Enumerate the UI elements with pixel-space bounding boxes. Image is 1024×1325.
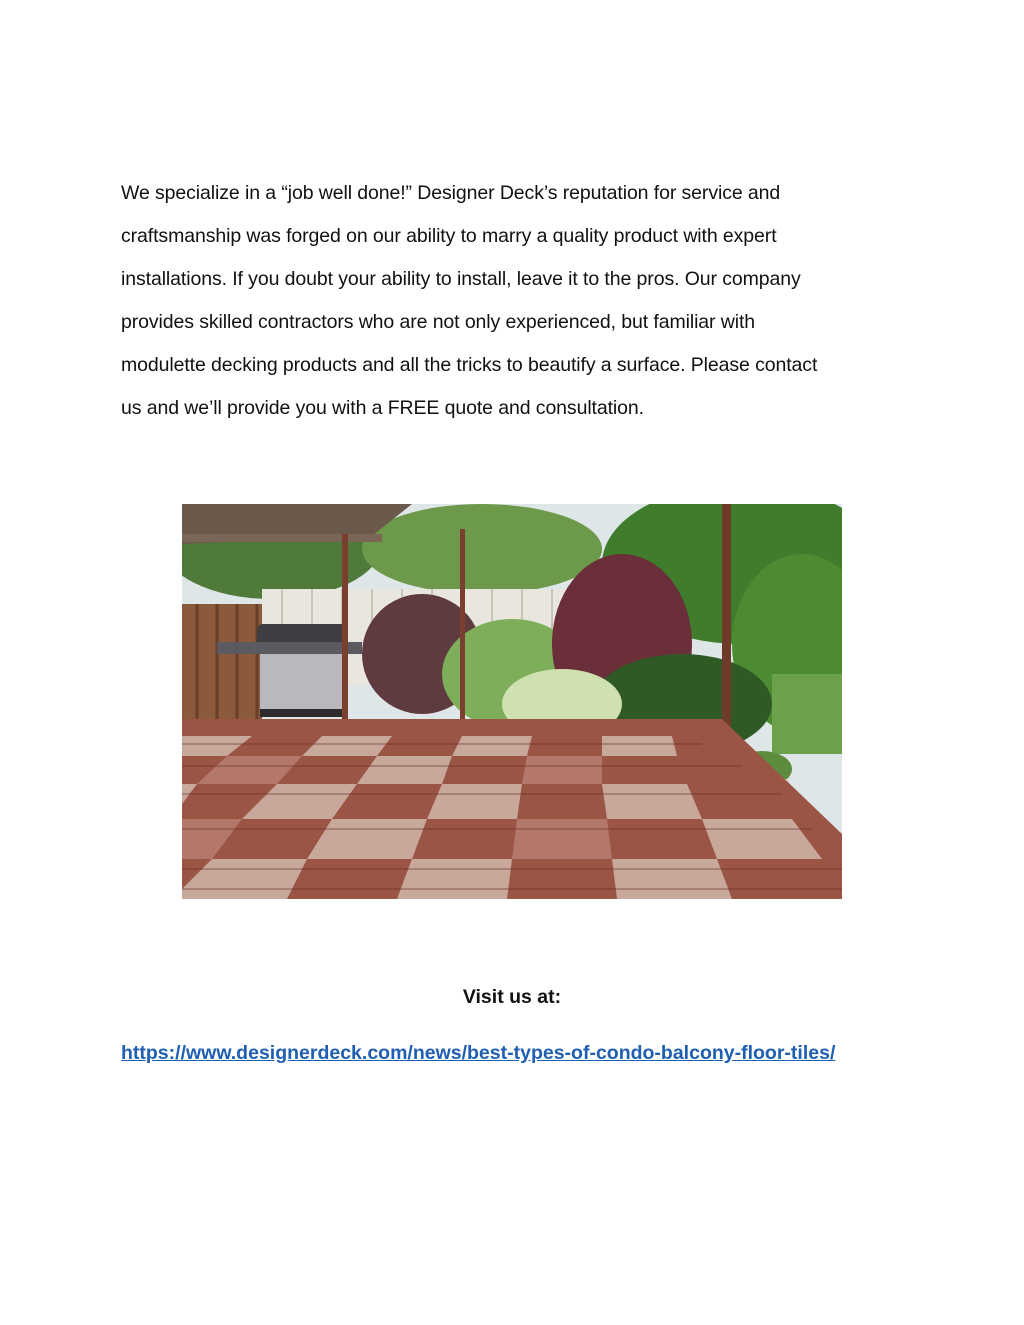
paragraph-line: craftsmanship was forged on our ability to marry a quality product with expert bbox=[121, 225, 777, 247]
website-link[interactable]: https://www.designerdeck.com/news/best-types-of-condo-balcony-floor-tiles/ bbox=[121, 1042, 836, 1064]
paragraph-line: provides skilled contractors who are not only experienced, but familiar with bbox=[121, 311, 756, 333]
paragraph-line: modulette decking products and all the tricks to beautify a surface. Please contact bbox=[121, 354, 818, 376]
paragraph-line: We specialize in a “job well done!” Designer Deck’s reputation for service and bbox=[121, 182, 781, 204]
paragraph-line: installations. If you doubt your ability to install, leave it to the pros. Our company bbox=[121, 268, 801, 290]
body-paragraph bbox=[121, 172, 911, 430]
visit-heading: Visit us at: bbox=[462, 986, 562, 1008]
paragraph-line: us and we’ll provide you with a FREE quote and consultation. bbox=[121, 397, 644, 419]
patio-deck-photo bbox=[182, 504, 842, 899]
